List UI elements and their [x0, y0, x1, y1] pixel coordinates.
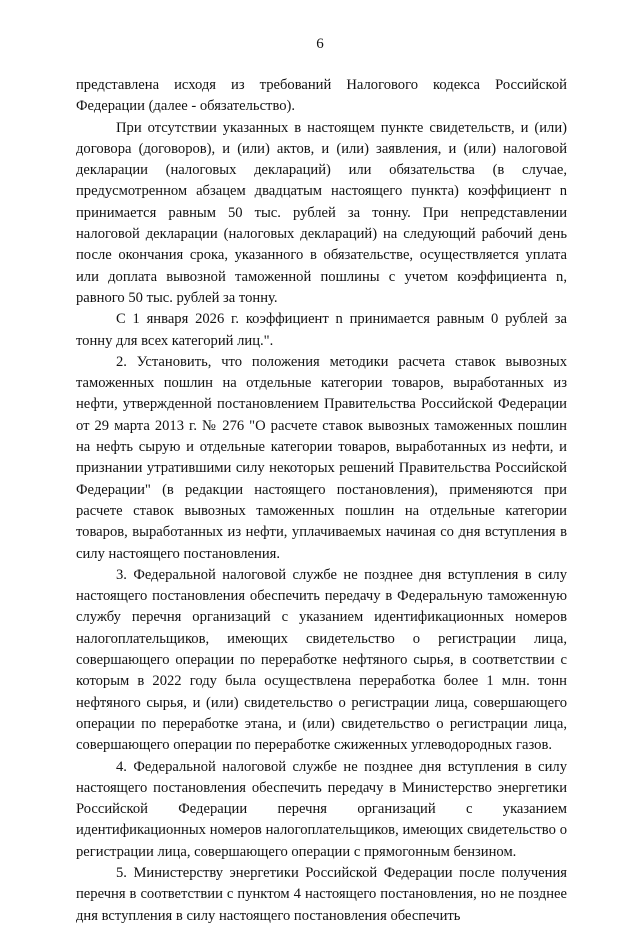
- paragraph-item-2: 2. Установить, что положения методики расчета ставок вывозных таможенных пошлин на отдельные категории товаров, выработанных из нефти, утвержденной постановлением Правительства Российской Федерации от 29 марта 2013 г. № 276 "О расчете ставок вывозных таможенных пошлин на нефть сырую и отдельные категории товаров, выработанных из нефти, и признании утратившими силу некоторых решений Правительства Российской Федерации" (в редакции настоящего постановления), применяются при расчете ставок вывозных таможенных пошлин на отдельные категории товаров, выработанных из нефти, уплачиваемых начиная со дня вступления в силу настоящего постановления.: [76, 353, 567, 562]
- paragraph-item-5: 5. Министерству энергетики Российской Федерации после получения перечня в соответствии с пунктом 4 настоящего постановления, но не позднее дня вступления в силу настоящего постановления обеспечить: [76, 864, 567, 924]
- paragraph-coefficient-n: При отсутствии указанных в настоящем пункте свидетельств, и (или) договора (договоров), и (или) актов, и (или) заявления, и (или) налоговой декларации (налоговых деклараций) или обязательства (в случае, предусмотренном абзацем двадцатым настоящего пункта) коэффициент n принимается равным 50 тыс. рублей за тонну. При непредставлении налоговой декларации (налоговых деклараций) на следующий рабочий день после окончания срока, указанного в обязательстве, осуществляется уплата или доплата вывозной таможенной пошлины с учетом коэффициента n, равного 50 тыс. рублей за тонну.: [76, 119, 567, 306]
- page-number: 6: [316, 36, 324, 52]
- paragraph-item-3: 3. Федеральной налоговой службе не позднее дня вступления в силу настоящего постановления обеспечить передачу в Федеральную таможенную службу перечня организаций с указанием идентификационных номеров налогоплательщиков, имеющих свидетельство о регистрации лица, совершающего операции по переработке нефтяного сырья, в соответствии с которым в 2022 году была осуществлена переработка более 1 млн. тонн нефтяного сырья, и (или) свидетельство о регистрации лица, совершающего операции по переработке этана, и (или) свидетельство о регистрации лица, совершающего операции по переработке сжиженных углеводородных газов.: [76, 566, 567, 754]
- document-body: [76, 75, 567, 927]
- paragraph-continuation: представлена исходя из требований Налогового кодекса Российской Федерации (далее - обязательство).: [76, 77, 567, 115]
- paragraph-2026-coefficient: С 1 января 2026 г. коэффициент n принимается равным 0 рублей за тонну для всех категорий лиц.".: [76, 311, 567, 349]
- paragraph-item-4: 4. Федеральной налоговой службе не позднее дня вступления в силу настоящего постановления обеспечить передачу в Министерство энергетики Российской Федерации перечня организаций с указанием идентификационных номеров налогоплательщиков, имеющих свидетельство о регистрации лица, совершающего операции с прямогонным бензином.: [76, 758, 567, 860]
